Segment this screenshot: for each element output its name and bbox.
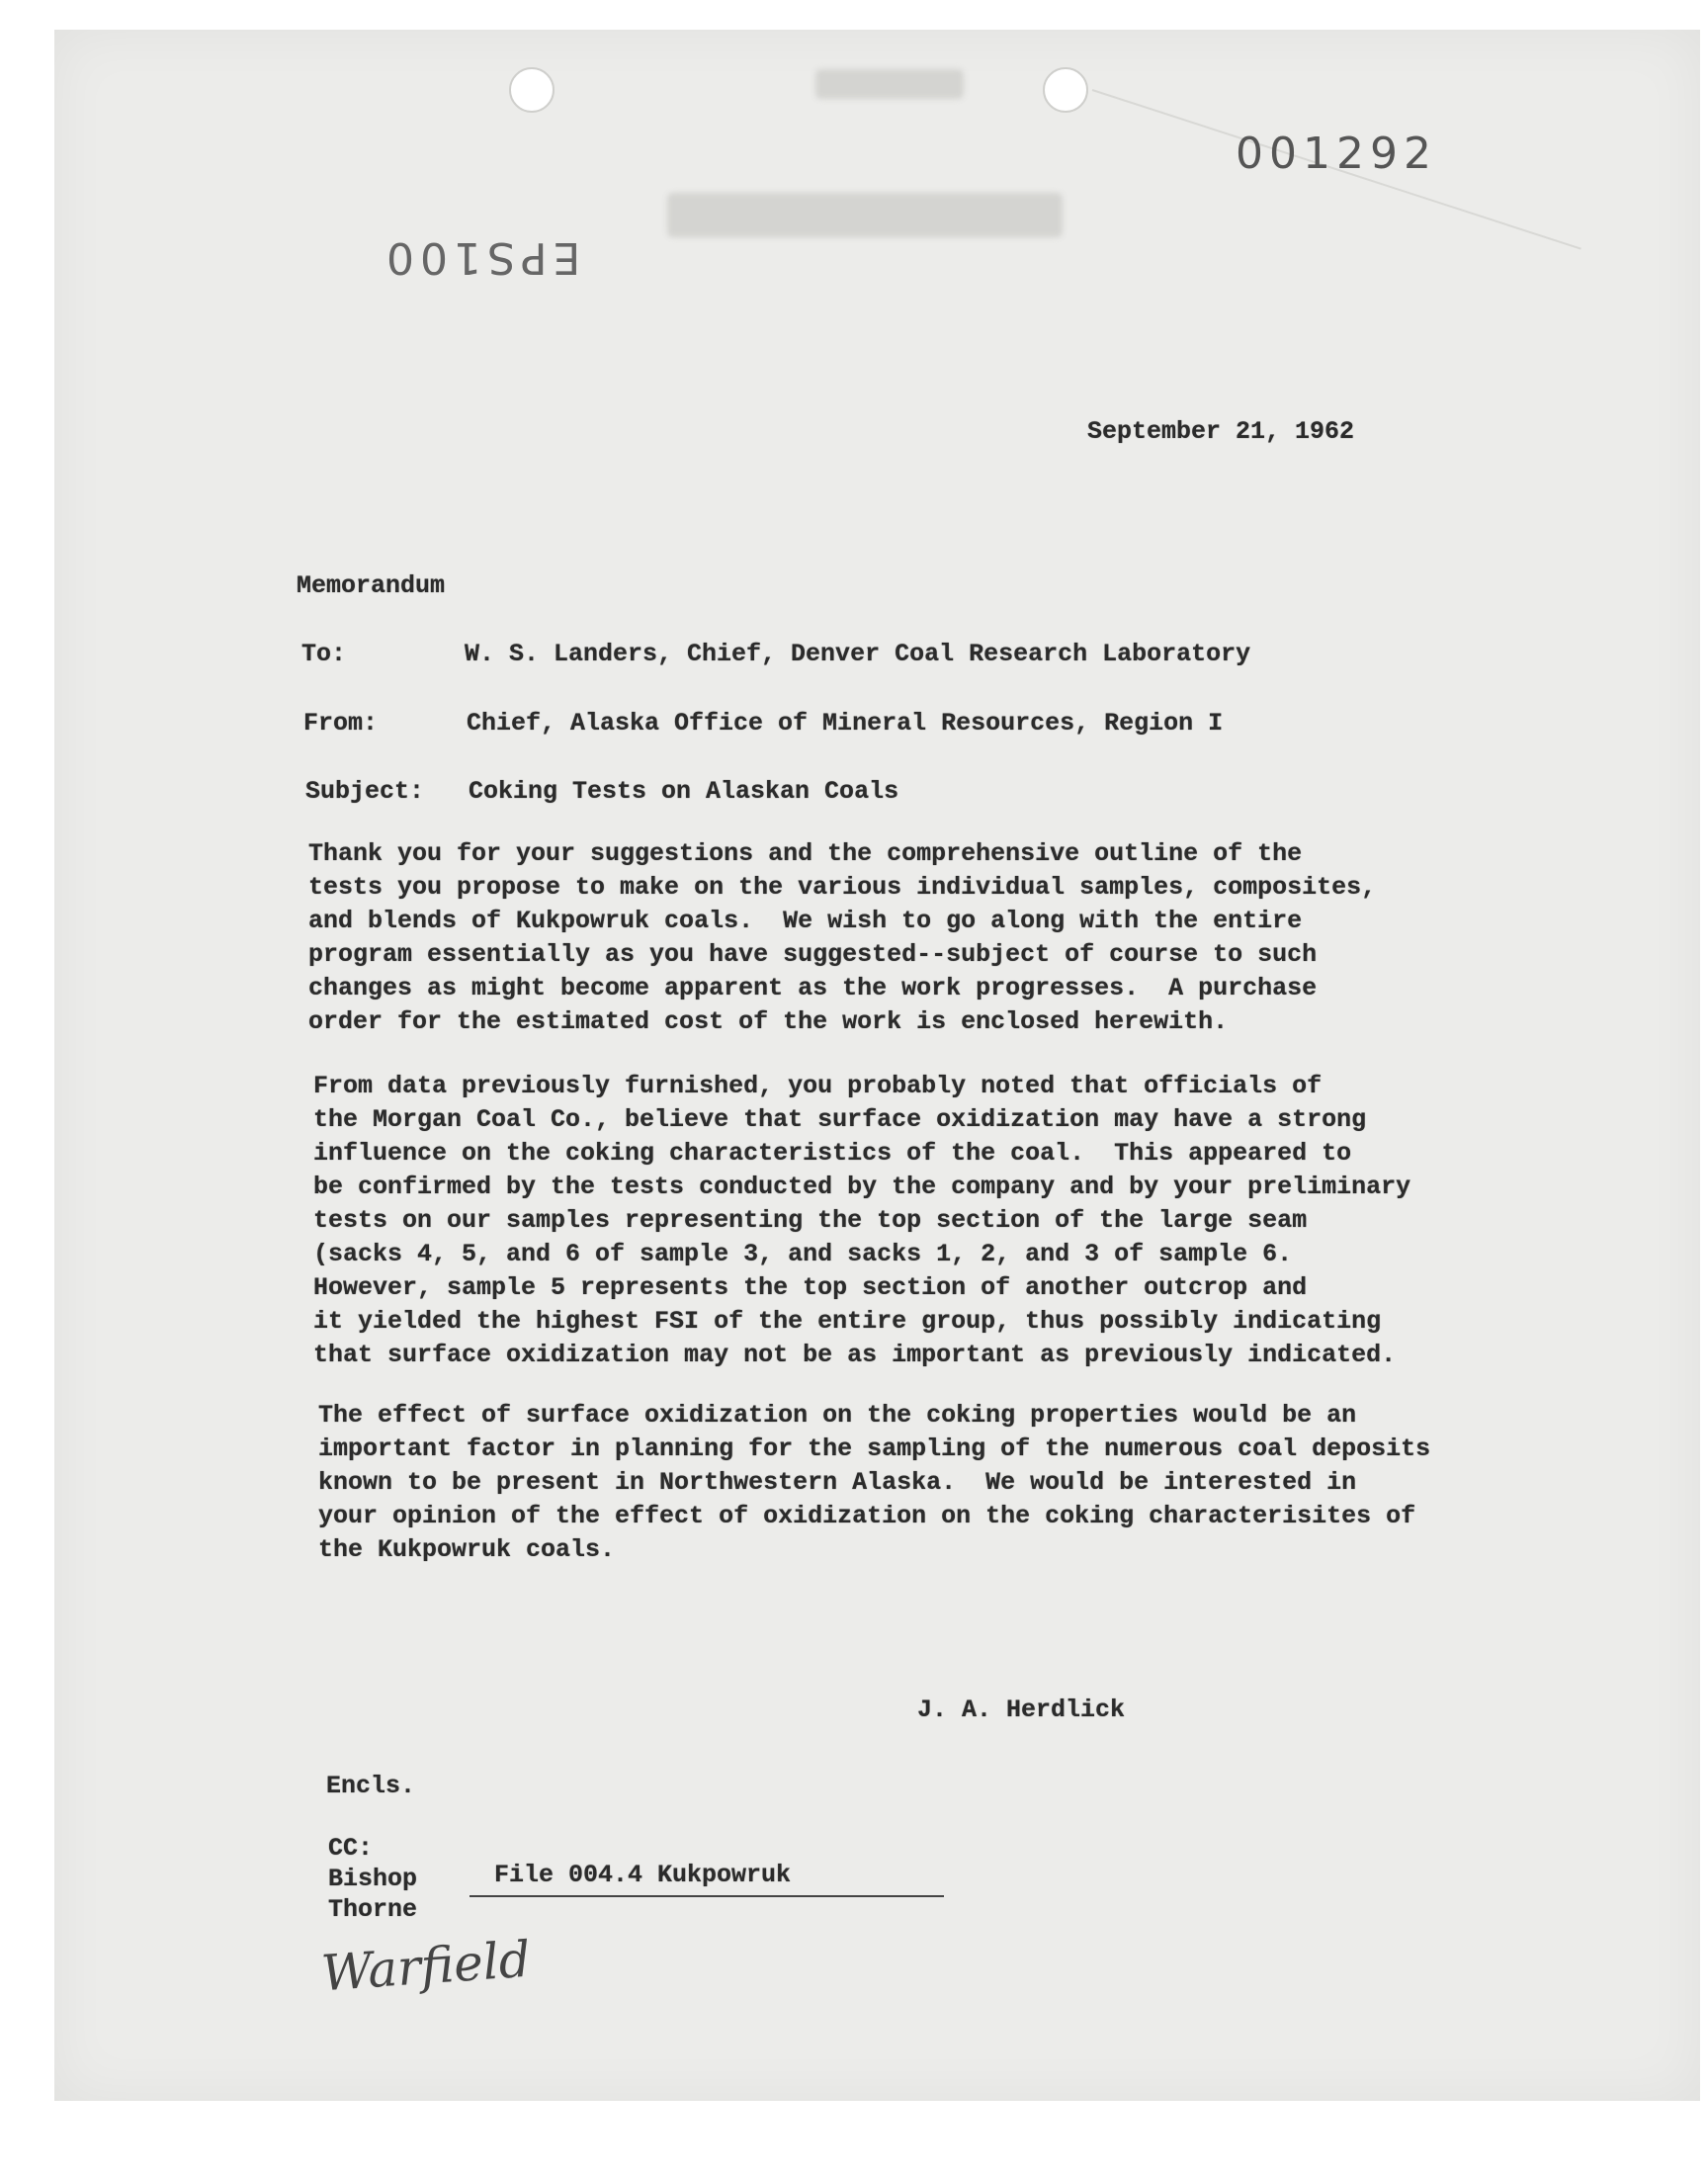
cc-label: CC:: [328, 1834, 374, 1863]
punch-hole-left: [509, 67, 555, 113]
rotated-number-stamp: EPS100: [381, 232, 581, 283]
cc-recipient: Thorne: [328, 1895, 418, 1924]
cc-recipient: Bishop: [328, 1865, 418, 1893]
body-paragraph-1: Thank you for your suggestions and the comprehensive outline of the tests you propose to make on the various individual samples, composites, and blends of Kukpowruk coals. We wish to go along with the entire program essentially as you have suggested--subject of course to such changes as might become apparent as the work progresses. A purchase order for the estimated cost of the work is enclosed herewith.: [308, 839, 1377, 1036]
subject-line: [305, 777, 898, 806]
to-line: [301, 640, 1250, 668]
memo-doc-type: Memorandum: [297, 571, 446, 600]
memo-date: September 21, 1962: [1087, 417, 1355, 446]
from-line: [303, 709, 1223, 738]
to-value: W. S. Landers, Chief, Denver Coal Research Laboratory: [465, 640, 1251, 668]
memo-page: [54, 30, 1700, 2101]
handwritten-signature: Warfield: [319, 1930, 533, 2003]
scan-smudge: [667, 193, 1063, 237]
file-note: File 004.4 Kukpowruk: [494, 1861, 792, 1889]
enclosures-note: Encls.: [326, 1772, 416, 1800]
scan-smudge-top: [815, 69, 964, 99]
file-note-underline: [470, 1895, 944, 1897]
from-label: From:: [303, 709, 379, 738]
subject-label: Subject:: [305, 777, 425, 806]
to-label: To:: [301, 640, 347, 668]
signer-name: J. A. Herdlick: [917, 1696, 1126, 1724]
document-number-stamp: 001292: [1236, 129, 1437, 179]
body-paragraph-2: From data previously furnished, you probably noted that officials of the Morgan Coal Co., believe that surface oxidization may have a strong influence on the coking characteristics of the coal. This appeared to be confirmed by the tests conducted by the company and by your preliminary tests on our samples representing the top section of the large seam (sacks 4, 5, and 6 of sample 3, and sacks 1, 2, and 3 of sample 6. However, sample 5 represents the top section of another outcrop and it yielded the highest FSI of the entire group, thus possibly indicating that surface oxidization may not be as important as previously indicated.: [313, 1072, 1411, 1369]
from-value: Chief, Alaska Office of Mineral Resources, Region I: [467, 709, 1224, 738]
punch-hole-right: [1043, 67, 1088, 113]
subject-value: Coking Tests on Alaskan Coals: [469, 777, 899, 806]
body-paragraph-3: The effect of surface oxidization on the coking properties would be an important factor in planning for the sampling of the numerous coal deposits known to be present in Northwestern Alaska. We would be interested in your opinion of the effect of oxidization on the coking characterisites of the Kukpowruk coals.: [318, 1401, 1431, 1564]
